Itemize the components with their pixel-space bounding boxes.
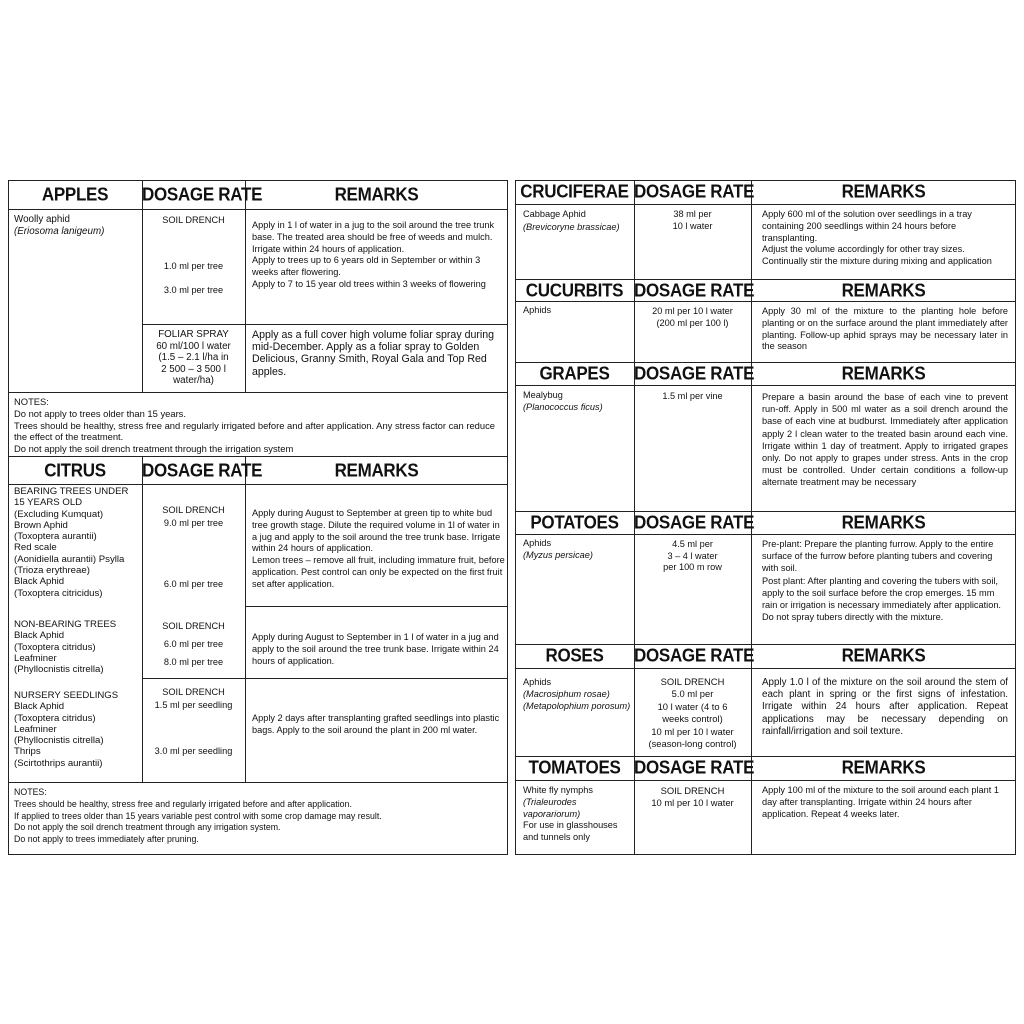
tomatoes-dosage-heading: DOSAGE RATE [634,757,755,778]
citrus-bearing-remarks: Apply during August to September at green tip to white bud tree growth stage. Dilute the required volume in 1l of water in a jug and apply to the soil around the tree trunk base. Irrigate within 24 hours of application. Lemon trees – remove all fruit, including immature fruit, before application. Pest control can only be expected on the first fruit set after application. [252,508,505,589]
divider [142,678,508,679]
roses-heading: ROSES [545,645,604,666]
divider [515,534,1016,535]
divider [515,385,1016,386]
grapes-pest: Mealybug [523,390,563,400]
apples-drench-rate-1: 1.0 ml per tree [163,261,224,271]
tomatoes-remarks: Apply 100 ml of the mixture to the soil around each plant 1 day after transplanting. Irrigate within 24 hours after application. Repeat 4 weeks later. [762,785,999,819]
tomatoes-remarks-heading: REMARKS [841,757,926,778]
cucurbits-rate: 20 ml per 10 l water (200 ml per 100 l) [652,306,733,328]
cruciferae-pest: Cabbage Aphid [523,209,586,219]
apples-soil-drench-label: SOIL DRENCH [162,215,225,225]
citrus-nursery-rate-2: 3.0 ml per seedling [154,746,233,756]
apples-foliar-remarks: Apply as a full cover high volume foliar spray during mid-December. Apply as a foliar spray to Golden Delicious, Granny Smith, Royal Gala and Top Red apples. [252,329,495,378]
potatoes-heading: POTATOES [530,512,619,533]
citrus-nursery-pests: NURSERY SEEDLINGS Black Aphid (Toxoptera citridus) Leafminer (Phyllocnistis citrella) Thrips (Scirtothrips aurantii) [14,690,119,769]
cucurbits-heading: CUCURBITS [525,280,624,301]
potatoes-pest: Aphids [523,538,552,548]
apples-pest-latin: (Eriosoma lanigeum) [14,226,105,237]
potatoes-remarks: Pre-plant: Prepare the planting furrow. Apply to the entire surface of the furrow before planting tubers and covering with soil. Post plant: After planting and covering the tubers with soil, apply to the soil surface before the crop emerges. 15 mm rain or irrigation is necessary immediately after application. Do not spray tubers directly with the mixture. [762,539,1001,623]
potatoes-pest-latin: (Myzus persicae) [523,550,593,560]
divider [515,780,1016,781]
tomatoes-rate: SOIL DRENCH 10 ml per 10 l water [651,785,734,809]
divider [8,392,508,393]
citrus-nonbearing-pests: NON-BEARING TREES Black Aphid (Toxoptera citridus) Leafminer (Phyllocnistis citrella) [14,619,117,676]
divider [8,484,508,485]
cruciferae-rate: 38 ml per 10 l water [672,209,713,231]
potatoes-dosage-heading: DOSAGE RATE [634,512,755,533]
divider [8,782,508,783]
divider [8,456,508,457]
apples-notes: NOTES: Do not apply to trees older than 15 years. Trees should be healthy, stress free and regularly irrigated before and after application. Any stress factor can reduce the effect of the treatment. Do not apply the soil drench treatment through the irrigation system [14,396,495,455]
apples-pest: Woolly aphid [14,214,70,225]
apples-drench-rate-2: 3.0 ml per tree [163,285,224,295]
citrus-bearing-drench-label: SOIL DRENCH [162,505,225,515]
tomatoes-pest: White fly nymphs [523,785,593,795]
divider [245,606,508,607]
cruciferae-remarks: Apply 600 ml of the solution over seedlings in a tray containing 200 seedlings within 24 hours before transplanting. Adjust the volume accordingly for other tray sizes. Continually stir the mixture during mixing and application [762,209,992,267]
roses-remarks-heading: REMARKS [841,645,926,666]
roses-pest-latin: (Macrosiphum rosae) (Metapolophium porosum) [523,689,631,711]
roses-dosage-heading: DOSAGE RATE [634,645,755,666]
citrus-nonbearing-drench-label: SOIL DRENCH [162,621,225,631]
tomatoes-pest-latin: (Trialeurodes vaporariorum) [523,797,581,819]
citrus-nursery-drench-label: SOIL DRENCH [162,687,225,697]
apples-dosage-heading: DOSAGE RATE [142,184,263,205]
apples-heading: APPLES [41,184,109,205]
grapes-pest-latin: (Planococcus ficus) [523,402,603,412]
grapes-remarks: Prepare a basin around the base of each vine to prevent run-off. Apply in 500 ml water as a soil drench around the base of each vine at budburst. Immediately after application apply 2 l clean water to the treated basin around each vine. Irrigate within 1 day of treatment. Apply to irrigated grapes only. Do not apply to grapes under stress. Ants in the crop must be controlled. Under certain conditions a follow-up alternate treatment may be necessary [762,392,1008,488]
divider [515,301,1016,302]
cruciferae-pest-latin: (Brevicoryne brassicae) [523,222,620,232]
tomatoes-heading: TOMATOES [528,757,621,778]
grapes-rate: 1.5 ml per vine [662,391,723,401]
cucurbits-remarks: Apply 30 ml of the mixture to the planting hole before planting or on the surface around the plant immediately after planting. Follow-up aphid sprays may be necessary later in the season [762,306,1008,352]
cruciferae-dosage-heading: DOSAGE RATE [634,181,755,202]
divider [8,209,508,210]
citrus-nonbearing-rate-1: 6.0 ml per tree [163,639,224,649]
citrus-bearing-rate-1: 9.0 ml per tree [163,518,224,528]
divider [142,324,508,325]
citrus-nonbearing-rate-2: 8.0 ml per tree [163,657,224,667]
roses-pest: Aphids [523,677,552,687]
cruciferae-heading: CRUCIFERAE [520,181,629,202]
cruciferae-remarks-heading: REMARKS [841,181,926,202]
cucurbits-remarks-heading: REMARKS [841,280,926,301]
citrus-nursery-remarks: Apply 2 days after transplanting grafted seedlings into plastic bags. Apply to the soil around the plant in 200 ml water. [252,713,500,735]
potatoes-remarks-heading: REMARKS [841,512,926,533]
citrus-bearing-pests: BEARING TREES UNDER 15 YEARS OLD (Excluding Kumquat) Brown Aphid (Toxoptera aurantii) Red scale (Aonidiella aurantii) Psylla (Trioza erythreae) Black Aphid (Toxoptera citricidus) [14,486,129,599]
divider [245,456,246,782]
cucurbits-pest: Aphids [523,305,552,315]
citrus-nursery-rate-1: 1.5 ml per seedling [154,700,233,710]
tomatoes-pest-note: For use in glasshouses and tunnels only [523,820,618,842]
roses-rate: SOIL DRENCH 5.0 ml per 10 l water (4 to 6 weeks control) 10 ml per 10 l water (season-long control) [648,676,737,750]
potatoes-rate: 4.5 ml per 3 – 4 l water per 100 m row [663,539,722,573]
grapes-dosage-heading: DOSAGE RATE [634,363,755,384]
citrus-heading: CITRUS [44,460,106,481]
divider [515,668,1016,669]
grapes-heading: GRAPES [539,363,610,384]
grapes-remarks-heading: REMARKS [841,363,926,384]
citrus-notes: NOTES: Trees should be healthy, stress free and regularly irrigated before and after application. If applied to trees older than 15 years variable pest control with some crop damage may result. Do not apply the soil drench treatment through any irrigation system. Do not apply to trees immediately after pruning. [14,787,382,845]
citrus-bearing-rate-2: 6.0 ml per tree [163,579,224,589]
citrus-nonbearing-remarks: Apply during August to September in 1 l of water in a jug and apply to the soil around the tree trunk base. Irrigate within 24 hours of application. [252,632,499,666]
cucurbits-dosage-heading: DOSAGE RATE [634,280,755,301]
apples-remarks-heading: REMARKS [334,184,419,205]
divider [515,204,1016,205]
apples-foliar-rate: FOLIAR SPRAY 60 ml/100 l water (1.5 – 2.1 l/ha in 2 500 – 3 500 l water/ha) [156,329,231,387]
citrus-remarks-heading: REMARKS [334,460,419,481]
divider [245,180,246,392]
apples-drench-remarks: Apply in 1 l of water in a jug to the soil around the tree trunk base. The treated area should be free of weeds and mulch. Irrigate within 24 hours of application. Apply to trees up to 6 years old in September or within 3 weeks after flowering. Apply to 7 to 15 year old trees within 3 weeks of flowering [252,220,495,289]
citrus-dosage-heading: DOSAGE RATE [142,460,263,481]
roses-remarks: Apply 1.0 l of the mixture on the soil around the stem of each plant in spring or the first signs of infestation. Irrigate within 24 hours after application. Repeat applications may be necessary depending on rainfall/irrigation and soil texture. [762,677,1008,737]
